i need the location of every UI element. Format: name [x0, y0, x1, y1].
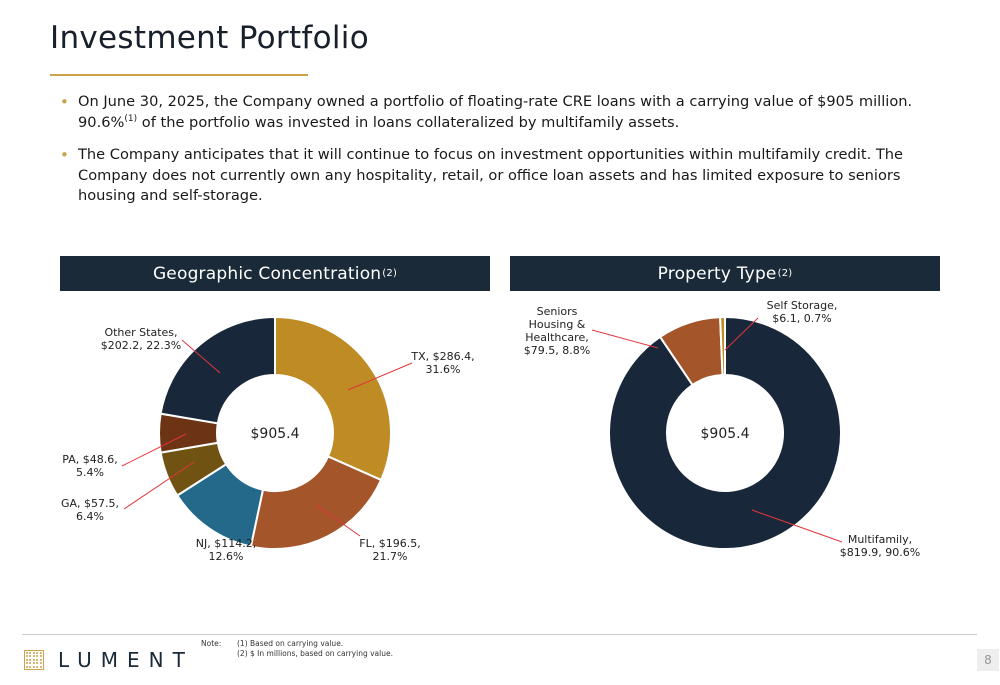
data-label: Seniors Housing & Healthcare, $79.5, 8.8% — [523, 305, 591, 357]
chart-title: Property Type — [657, 263, 777, 284]
center-total-label: $905.4 — [700, 426, 750, 442]
data-label: GA, $57.5, 6.4% — [60, 497, 120, 523]
data-label: Self Storage, $6.1, 0.7% — [766, 299, 838, 325]
lument-logo — [24, 648, 194, 672]
note-label: Note: — [201, 639, 222, 648]
page-number: 8 — [977, 649, 999, 671]
data-label: Other States, $202.2, 22.3% — [100, 326, 182, 352]
page-title: Investment Portfolio — [50, 20, 369, 56]
bullet-item: • The Company anticipates that it will continue to focus on investment opportunities within multifamily credit. The Company does not currently own any hospitality, retail, or office loan assets and has limited exposure to seniors housing and self-storage. — [60, 145, 940, 207]
logo-text: LUMENT — [58, 648, 194, 672]
leader-line — [592, 330, 658, 348]
data-label: Multifamily, $819.9, 90.6% — [839, 533, 921, 559]
footnote-2: (2) $ In millions, based on carrying value. — [237, 648, 393, 658]
footnote-1: (1) Based on carrying value. — [237, 639, 344, 648]
center-total-label: $905.4 — [250, 426, 300, 442]
bullet-item: • On June 30, 2025, the Company owned a portfolio of floating-rate CRE loans with a carrying value of $905 million. 90.6%$^{(1)}$ of the portfolio was invested in loans collateralized by multifamily assets. — [60, 92, 940, 133]
data-label: PA, $48.6, 5.4% — [62, 453, 118, 479]
footer-divider — [22, 634, 977, 635]
data-label: TX, $286.4, 31.6% — [411, 350, 475, 376]
geographic-concentration-header: Geographic Concentration (2) — [60, 256, 490, 291]
data-label: FL, $196.5, 21.7% — [359, 537, 421, 563]
data-label: NJ, $114.2, 12.6% — [195, 537, 257, 563]
property-type-header: Property Type (2) — [510, 256, 940, 291]
chart-title: Geographic Concentration — [152, 263, 382, 284]
logo-mark-icon — [24, 650, 44, 670]
